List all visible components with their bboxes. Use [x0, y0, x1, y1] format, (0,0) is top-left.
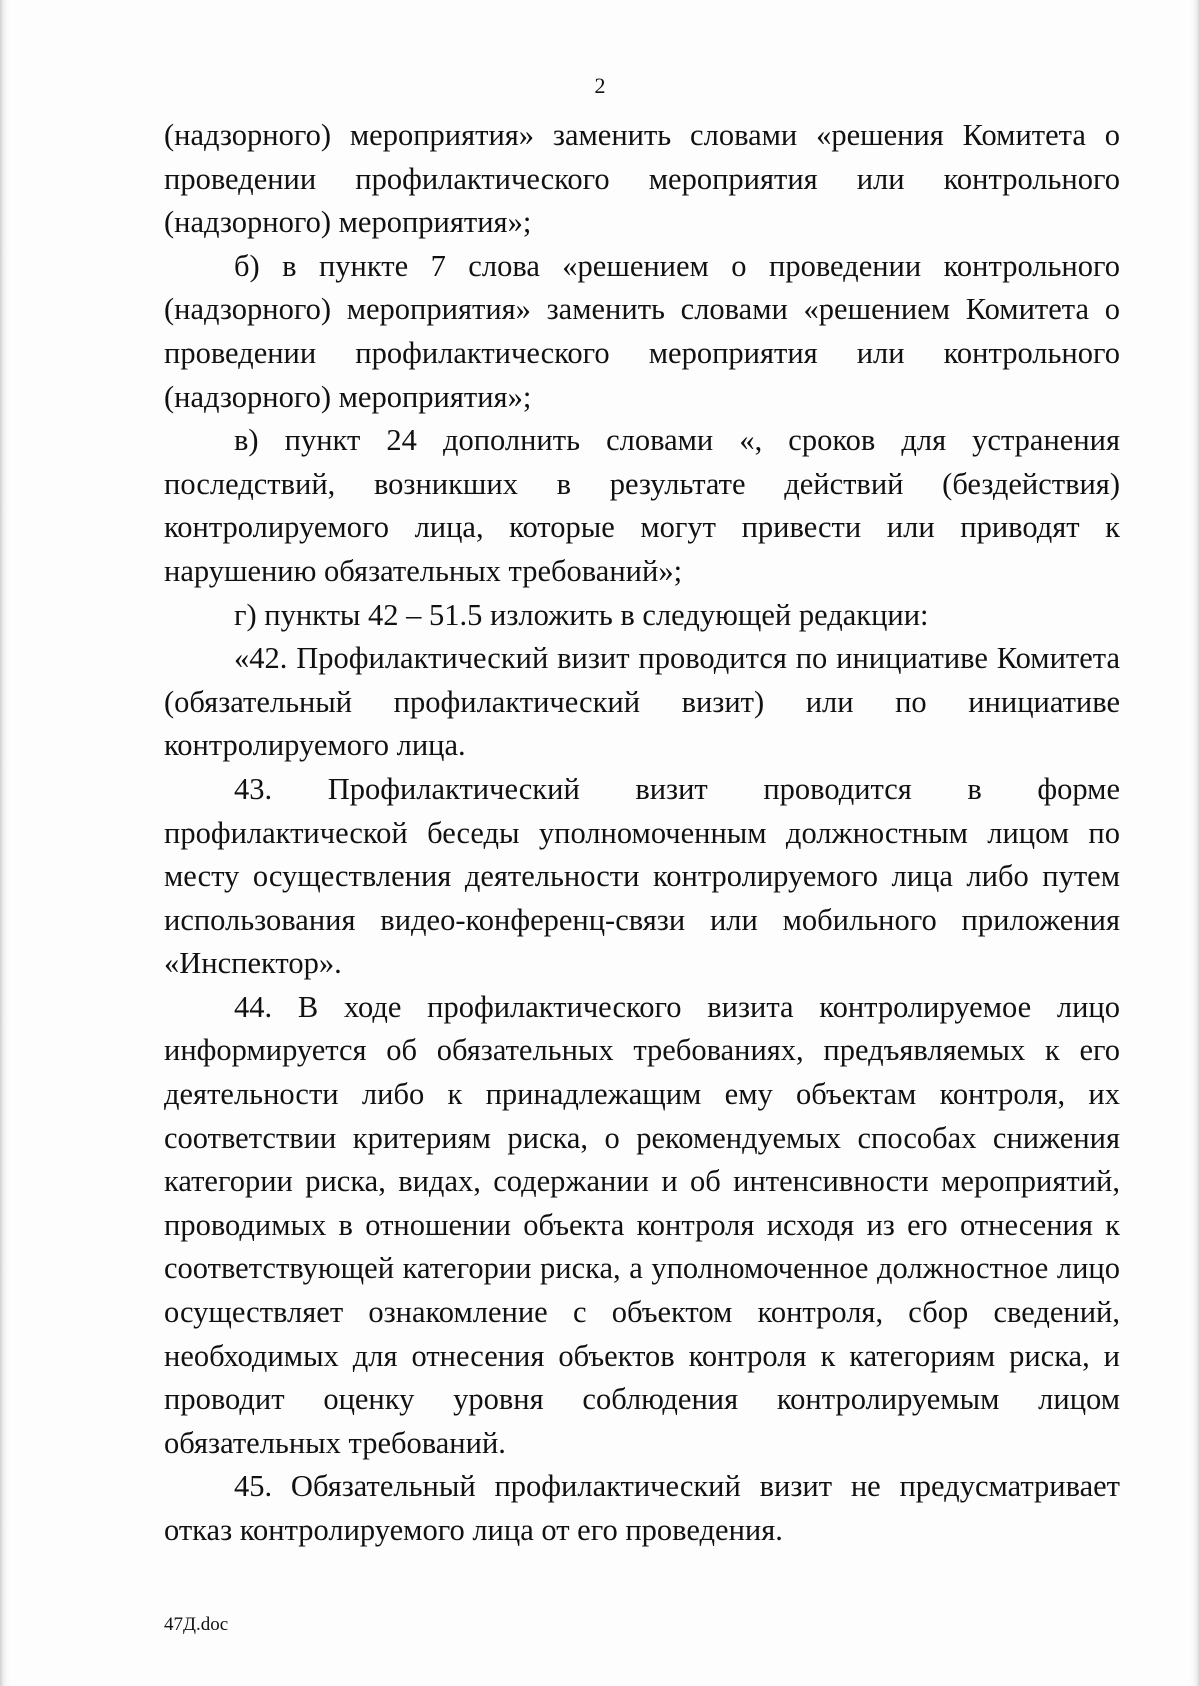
paragraph-g: г) пункты 42 – 51.5 изложить в следующей редакции: — [234, 597, 929, 632]
body-text — [164, 114, 1120, 1553]
paragraph-44: 44. В ходе профилактического визита контролируемое лицо информируется об обязательных требованиях, предъявляемых к его деятельности либо к принадлежащим ему объектам контроля, их соответствии критериям риска, о рекомендуемых способах снижения категории риска, видах, содержании и об интенсивности мероприятий, проводимых в отношении объекта контроля исходя из его отнесения к соответствующей категории риска, а уполномоченное должностное лицо осуществляет ознакомление с объектом контроля, сбор сведений, необходимых для отнесения объектов контроля к категориям риска, и проводит оценку уровня соблюдения контролируемым лицом обязательных требований. — [164, 989, 1120, 1460]
paragraph-continuation: (надзорного) мероприятия» заменить словами «решения Комитета о проведении профилактического мероприятия или контрольного (надзорного) мероприятия»; — [164, 118, 1120, 240]
paragraph-v: в) пункт 24 дополнить словами «, сроков для устранения последствий, возникших в результате действий (бездействия) контролируемого лица, которые могут привести или приводят к нарушению обязательных требований»; — [164, 423, 1120, 588]
paragraph-b: б) в пункте 7 слова «решением о проведении контрольного (надзорного) мероприятия» заменить словами «решением Комитета о проведении профилактического мероприятия или контрольного (надзорного) мероприятия»; — [164, 248, 1120, 414]
paragraph-42: «42. Профилактический визит проводится по инициативе Комитета (обязательный профилактический визит) или по инициативе контролируемого лица. — [164, 641, 1120, 763]
page-number: 2 — [594, 73, 606, 98]
scan-edge-right — [1190, 0, 1200, 1686]
paragraph-43: 43. Профилактический визит проводится в форме профилактической беседы уполномоченным должностным лицом по месту осуществления деятельности контролируемого лица либо путем использования видео-конференц-связи или мобильного приложения «Инспектор». — [164, 771, 1120, 981]
paragraph-45: 45. Обязательный профилактический визит не предусматривает отказ контролируемого лица от его проведения. — [164, 1469, 1120, 1547]
scan-edge-left — [0, 0, 10, 1686]
footer-filename: 47Д.doc — [164, 1614, 229, 1635]
